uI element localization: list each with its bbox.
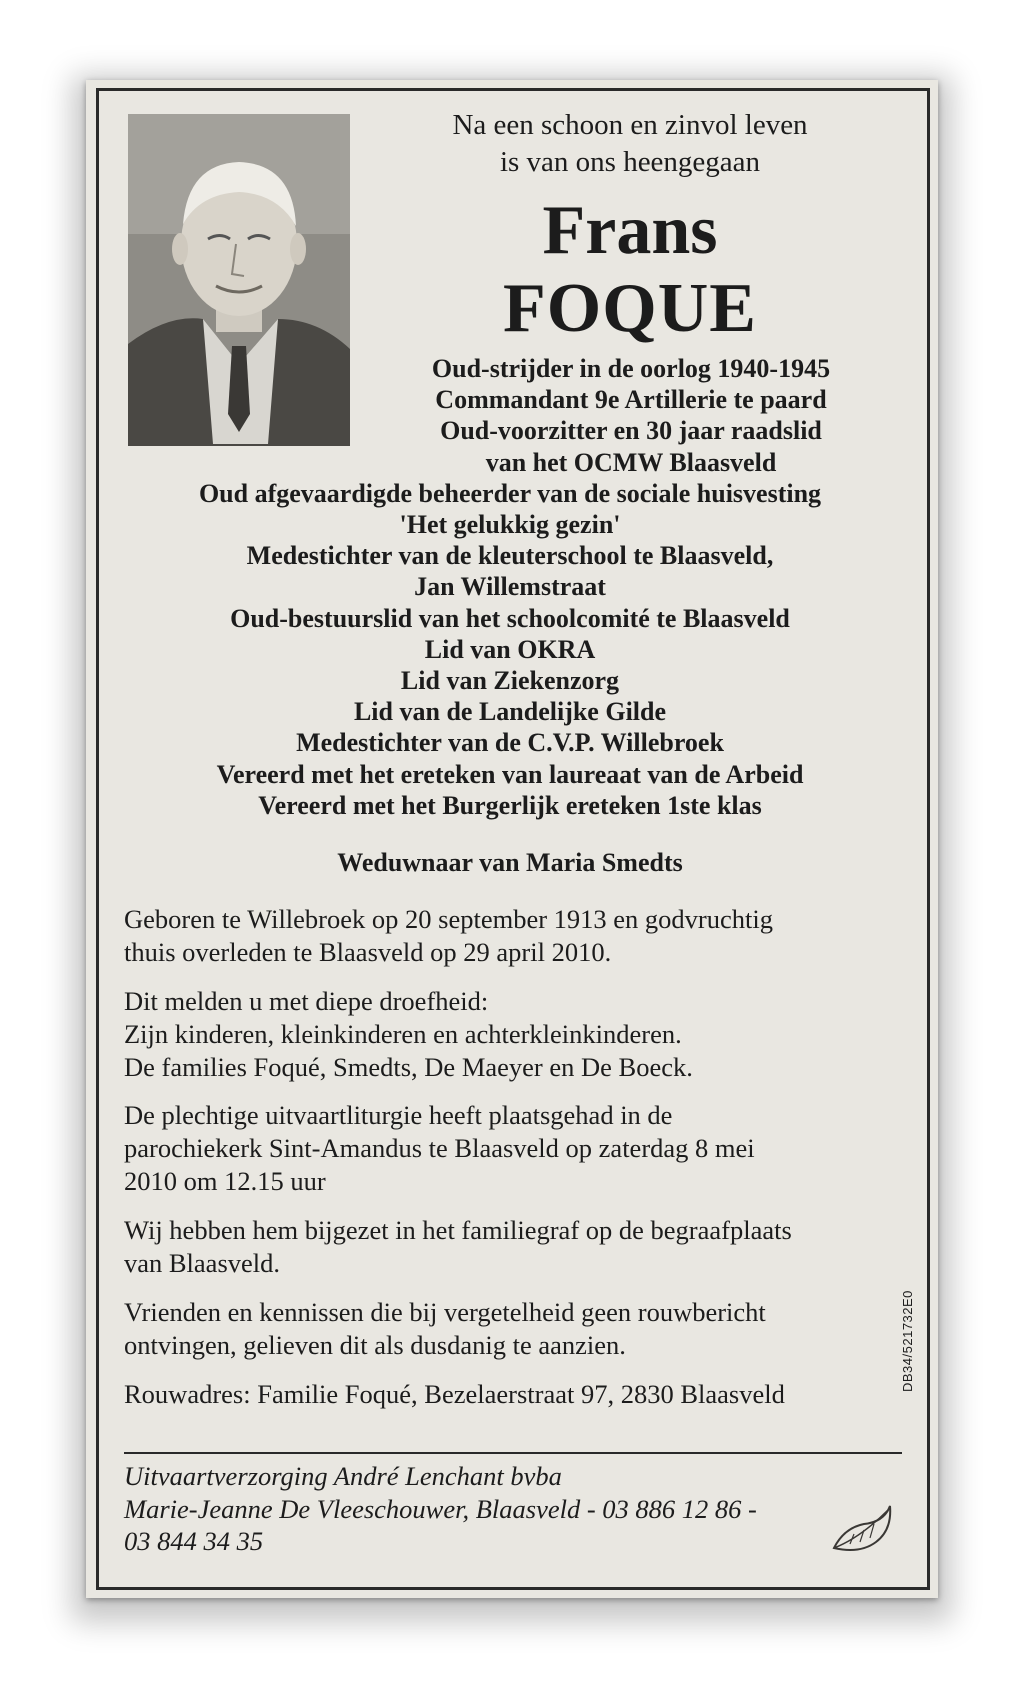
first-name: Frans <box>542 192 718 269</box>
announcement-paragraph <box>124 985 914 1084</box>
funeral-home-line: Uitvaartverzorging André Lenchant bvba <box>124 1461 562 1491</box>
title-line: Oud-voorzitter en 30 jaar raadslid <box>440 416 822 446</box>
friends-paragraph <box>124 1296 914 1362</box>
intro-line: is van ons heengegaan <box>499 146 761 178</box>
title-line: Oud-bestuurslid van het schoolcomité te Blaasveld <box>230 603 790 633</box>
title-line: Lid van OKRA <box>424 634 596 664</box>
funeral-home-line: 03 844 34 35 <box>124 1526 264 1556</box>
text-line: thuis overleden te Blaasveld op 29 april 2010. <box>124 937 612 967</box>
title-line: Jan Willemstraat <box>414 572 606 602</box>
title-line: Oud afgevaardigde beheerder van de sociale huisvesting <box>198 478 822 508</box>
liturgy-paragraph <box>124 1099 914 1198</box>
intro-line: Na een schoon en zinvol leven <box>452 109 808 141</box>
title-line: van het OCMW Blaasveld <box>485 447 777 477</box>
text-line: 2010 om 12.15 uur <box>124 1166 326 1196</box>
text-line: van Blaasveld. <box>124 1248 281 1278</box>
text-line: De plechtige uitvaartliturgie heeft plaatsgehad in de <box>124 1100 673 1130</box>
mourning-address: Rouwadres: Familie Foqué, Bezelaerstraat 97, 2830 Blaasveld <box>124 1379 785 1409</box>
title-line: Vereerd met het Burgerlijk ereteken 1ste klas <box>258 790 762 820</box>
title-line: Medestichter van de kleuterschool te Blaasveld, <box>246 541 774 571</box>
title-line: Vereerd met het ereteken van laureaat van de Arbeid <box>216 759 804 789</box>
widower-line: Weduwnaar van Maria Smedts <box>337 848 683 877</box>
funeral-home-block <box>124 1460 884 1558</box>
text-line: Zijn kinderen, kleinkinderen en achterkleinkinderen. <box>124 1019 682 1049</box>
title-line: Commandant 9e Artillerie te paard <box>435 385 827 415</box>
funeral-home-line: Marie-Jeanne De Vleeschouwer, Blaasveld - 03 886 12 86 - <box>124 1493 757 1524</box>
text-line: parochiekerk Sint-Amandus te Blaasveld op zaterdag 8 mei <box>124 1133 755 1163</box>
birth-paragraph <box>124 903 914 969</box>
title-line: Lid van de Landelijke Gilde <box>353 697 667 727</box>
text-line: Vrienden en kennissen die bij vergetelheid geen rouwbericht <box>124 1297 766 1327</box>
title-line: Medestichter van de C.V.P. Willebroek <box>296 728 724 758</box>
ad-code: DB34/521732E0 <box>900 1290 915 1392</box>
text-line: De families Foqué, Smedts, De Maeyer en De Boeck. <box>124 1052 693 1082</box>
last-name: FOQUE <box>503 270 757 347</box>
text-line: ontvingen, gelieven dit als dusdanig te aanzien. <box>124 1330 626 1360</box>
title-line: 'Het gelukkig gezin' <box>399 510 621 540</box>
burial-paragraph <box>124 1214 914 1280</box>
address-paragraph <box>124 1378 914 1411</box>
text-line: Dit melden u met diepe droefheid: <box>124 986 489 1016</box>
title-line: Oud-strijder in de oorlog 1940-1945 <box>431 354 831 383</box>
text-line: Geboren te Willebroek op 20 september 1913 en godvruchtig <box>124 904 773 934</box>
text-line: Wij hebben hem bijgezet in het familiegraf op de begraafplaats <box>124 1215 792 1245</box>
divider-line <box>124 1452 902 1454</box>
title-line: Lid van Ziekenzorg <box>400 666 620 696</box>
titles-list <box>120 353 900 821</box>
leaf-icon <box>830 1500 896 1563</box>
intro-text <box>380 107 880 181</box>
